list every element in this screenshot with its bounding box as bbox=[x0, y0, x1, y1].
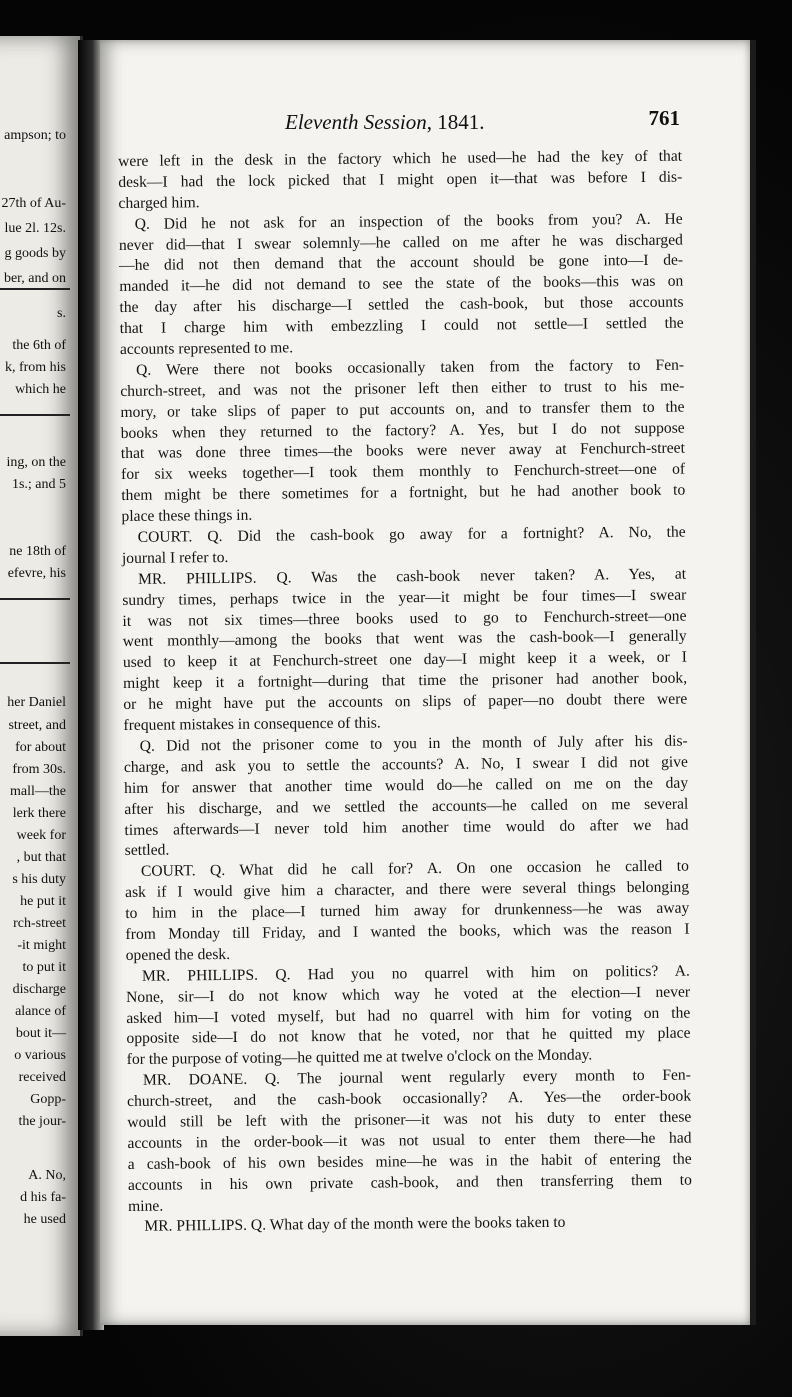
session-title-italic: Eleventh Session bbox=[285, 110, 427, 134]
text-line: that I charge him with embezzling I could not settle—I settled the bbox=[119, 314, 684, 338]
text-line: charged him. bbox=[118, 194, 200, 212]
text-line: church-street, and was not the prisoner left then either to trust to his me- bbox=[120, 377, 685, 400]
facing-page-rule bbox=[0, 414, 70, 416]
facing-page-fragment: alance of bbox=[15, 1004, 66, 1019]
facing-page-fragment: 27th of Au- bbox=[1, 196, 66, 211]
text-line: or he might have put the accounts on slips of paper—no doubt there were bbox=[123, 690, 688, 714]
text-line: mory, or take slips of paper to put accounts on, and to transfer them to the bbox=[120, 398, 685, 421]
text-line: it was not six times—three books used to go to Fenchurch-street—one bbox=[122, 607, 687, 630]
text-line: COURT. Q. What did he call for? A. On one occasion he called to bbox=[140, 857, 689, 881]
facing-page-fragment: , but that bbox=[16, 850, 66, 865]
facing-page-fragment: from 30s. bbox=[12, 762, 66, 777]
text-line: church-street, and the cash-book occasionally? A. Yes—the order-book bbox=[127, 1087, 692, 1111]
facing-page-fragment: he put it bbox=[20, 894, 66, 909]
facing-page-fragment: the 6th of bbox=[12, 338, 66, 353]
text-line: times afterwards—I never told him another time would do after we had bbox=[124, 816, 689, 839]
text-line: the day after his discharge—I settled the cash-book, but those accounts bbox=[119, 293, 684, 317]
facing-page-fragment: g goods by bbox=[4, 246, 66, 261]
text-line: would still be left with the prisoner—it was not his duty to enter these bbox=[127, 1108, 692, 1131]
text-line: might keep it a fortnight—during that time the prisoner had another book, bbox=[123, 669, 688, 693]
text-line: were left in the desk in the factory which he used—he had the key of that bbox=[118, 147, 683, 170]
facing-page-fragment: rch-street bbox=[13, 916, 66, 931]
text-line: None, sir—I do not know which way he voted at the election—I never bbox=[126, 983, 691, 1006]
text-line: them might be there sometimes for a fortnight, but he had another book to bbox=[121, 481, 686, 505]
text-line: a cash-book of his own besides mine—he was in the habit of entering the bbox=[127, 1150, 692, 1173]
text-line: MR. PHILLIPS. Q. Had you no quarrel with him on politics? A. bbox=[141, 962, 690, 985]
page-right-edge bbox=[750, 40, 756, 1325]
facing-page-fragment: d his fa- bbox=[20, 1190, 66, 1205]
facing-page-fragment: Gopp- bbox=[30, 1092, 66, 1107]
text-line: MR. PHILLIPS. Q. What day of the month were the books taken to bbox=[144, 1214, 566, 1236]
text-line: MR. PHILLIPS. Q. Was the cash-book never taken? A. Yes, at bbox=[138, 565, 687, 588]
text-line: from Monday till Friday, and I wanted the books, which was the reason I bbox=[125, 920, 690, 943]
text-line: charge, and ask you to settle the accounts? A. No, I swear I did not give bbox=[123, 753, 688, 776]
text-line: went monthly—among the books that went was the cash-book—I generally bbox=[122, 628, 687, 651]
text-line: COURT. Q. Did the cash-book go away for a fortnight? A. No, the bbox=[137, 523, 686, 546]
text-line: for the purpose of voting—he quitted me at twelve o'clock on the Monday. bbox=[126, 1046, 593, 1069]
text-line: accounts in the order-book—it was not usual to enter them there—he had bbox=[127, 1129, 692, 1152]
text-line: MR. DOANE. Q. The journal went regularly every month to Fen- bbox=[142, 1066, 691, 1089]
facing-page-fragment: which he bbox=[15, 382, 66, 397]
facing-page-fragment: received bbox=[18, 1070, 66, 1085]
facing-page-fragment: k, from his bbox=[4, 360, 66, 375]
facing-page-fragment: s his duty bbox=[12, 872, 66, 887]
session-title bbox=[285, 110, 484, 135]
text-line: accounts in his own private cash-book, and then transferring them to bbox=[127, 1171, 692, 1194]
text-line: books when they returned to the factory? A. Yes, but I do not suppose bbox=[120, 419, 685, 442]
facing-page-fragment: ber, and on bbox=[3, 271, 66, 286]
facing-page-fragment: -it might bbox=[17, 938, 66, 953]
facing-page-fragment: he used bbox=[23, 1212, 66, 1227]
text-line: opposite side—I do not know that he voted, nor that he quitted my place bbox=[126, 1024, 691, 1048]
facing-page-fragment: street, and bbox=[8, 718, 66, 733]
facing-page-edge bbox=[0, 36, 83, 1336]
text-line: Q. Did he not ask for an inspection of the books from you? A. He bbox=[134, 210, 683, 233]
text-line: after his discharge, and we settled the accounts—he called on me several bbox=[124, 795, 689, 818]
body-text bbox=[118, 147, 692, 1239]
facing-page-fragment: ampson; to bbox=[4, 128, 66, 143]
text-line: him for answer that another time would do—he called on me on the day bbox=[124, 774, 689, 797]
facing-page-rule bbox=[0, 598, 70, 600]
text-line: for six weeks together—I took them monthly to Fenchurch-street—one of bbox=[121, 460, 686, 484]
facing-page-rule bbox=[0, 662, 70, 664]
text-line: asked him—I voted myself, but had no quarrel with him for voting on the bbox=[126, 1004, 691, 1027]
text-line: journal I refer to. bbox=[121, 548, 229, 567]
facing-page-fragment: o various bbox=[14, 1048, 66, 1063]
facing-page-rule bbox=[0, 288, 70, 290]
text-line: Q. Did not the prisoner come to you in the month of July after his dis- bbox=[139, 732, 688, 755]
text-line: Q. Were there not books occasionally taken from the factory to Fen- bbox=[136, 356, 685, 379]
facing-page-fragment: for about bbox=[15, 740, 66, 755]
facing-page-fragment: to put it bbox=[22, 960, 66, 975]
text-line: opened the desk. bbox=[125, 945, 231, 964]
text-line: settled. bbox=[124, 841, 170, 860]
document-page bbox=[100, 40, 750, 1325]
facing-page-fragment: discharge bbox=[12, 982, 66, 997]
running-header bbox=[100, 106, 750, 140]
facing-page-fragment: lerk there bbox=[12, 806, 66, 821]
text-line: sundry times, perhaps twice in the year—it might be four times—I swear bbox=[122, 586, 687, 609]
facing-page-fragment: her Daniel bbox=[7, 695, 66, 710]
text-line: place these things in. bbox=[121, 506, 253, 526]
facing-page-fragment: the jour- bbox=[18, 1114, 66, 1129]
text-line: —he did not then demand that the account should be gone into—I de- bbox=[119, 252, 684, 275]
facing-page-fragment: lue 2l. 12s. bbox=[4, 221, 66, 236]
page-number: 761 bbox=[648, 106, 680, 130]
text-line: that was done three times—the books were never away at Fenchurch-street bbox=[120, 440, 685, 463]
text-line: mine. bbox=[128, 1197, 164, 1215]
text-line: never did—that I swear solemnly—he called on me after he was discharged bbox=[118, 231, 683, 254]
facing-page-fragment: ne 18th of bbox=[9, 544, 66, 559]
facing-page-fragment: A. No, bbox=[28, 1168, 66, 1183]
text-line: accounts represented to me. bbox=[119, 339, 294, 359]
text-line: desk—I had the lock picked that I might open it—that was before I dis- bbox=[118, 168, 683, 191]
facing-page-fragment: 1s.; and 5 bbox=[11, 477, 66, 492]
facing-page-fragment: s. bbox=[57, 306, 66, 321]
facing-page-fragment: mall—the bbox=[10, 784, 66, 799]
text-line: used to keep it at Fenchurch-street one day—I might keep it a week, or I bbox=[122, 648, 687, 672]
session-year: , 1841. bbox=[426, 110, 485, 134]
facing-page-fragment: bout it— bbox=[15, 1026, 66, 1041]
facing-page-fragment: ing, on the bbox=[6, 455, 66, 470]
text-line: frequent mistakes in consequence of this. bbox=[123, 714, 381, 735]
facing-page-fragment: efevre, his bbox=[7, 566, 66, 581]
text-line: manded it—he did not demand to see the state of the books—this was on bbox=[119, 272, 684, 296]
text-line: to him in the place—I turned him away for drunkenness—he was away bbox=[125, 899, 690, 923]
facing-page-fragment: week for bbox=[16, 828, 66, 843]
text-line: ask if I would give him a character, and there were several things belonging bbox=[125, 878, 690, 902]
